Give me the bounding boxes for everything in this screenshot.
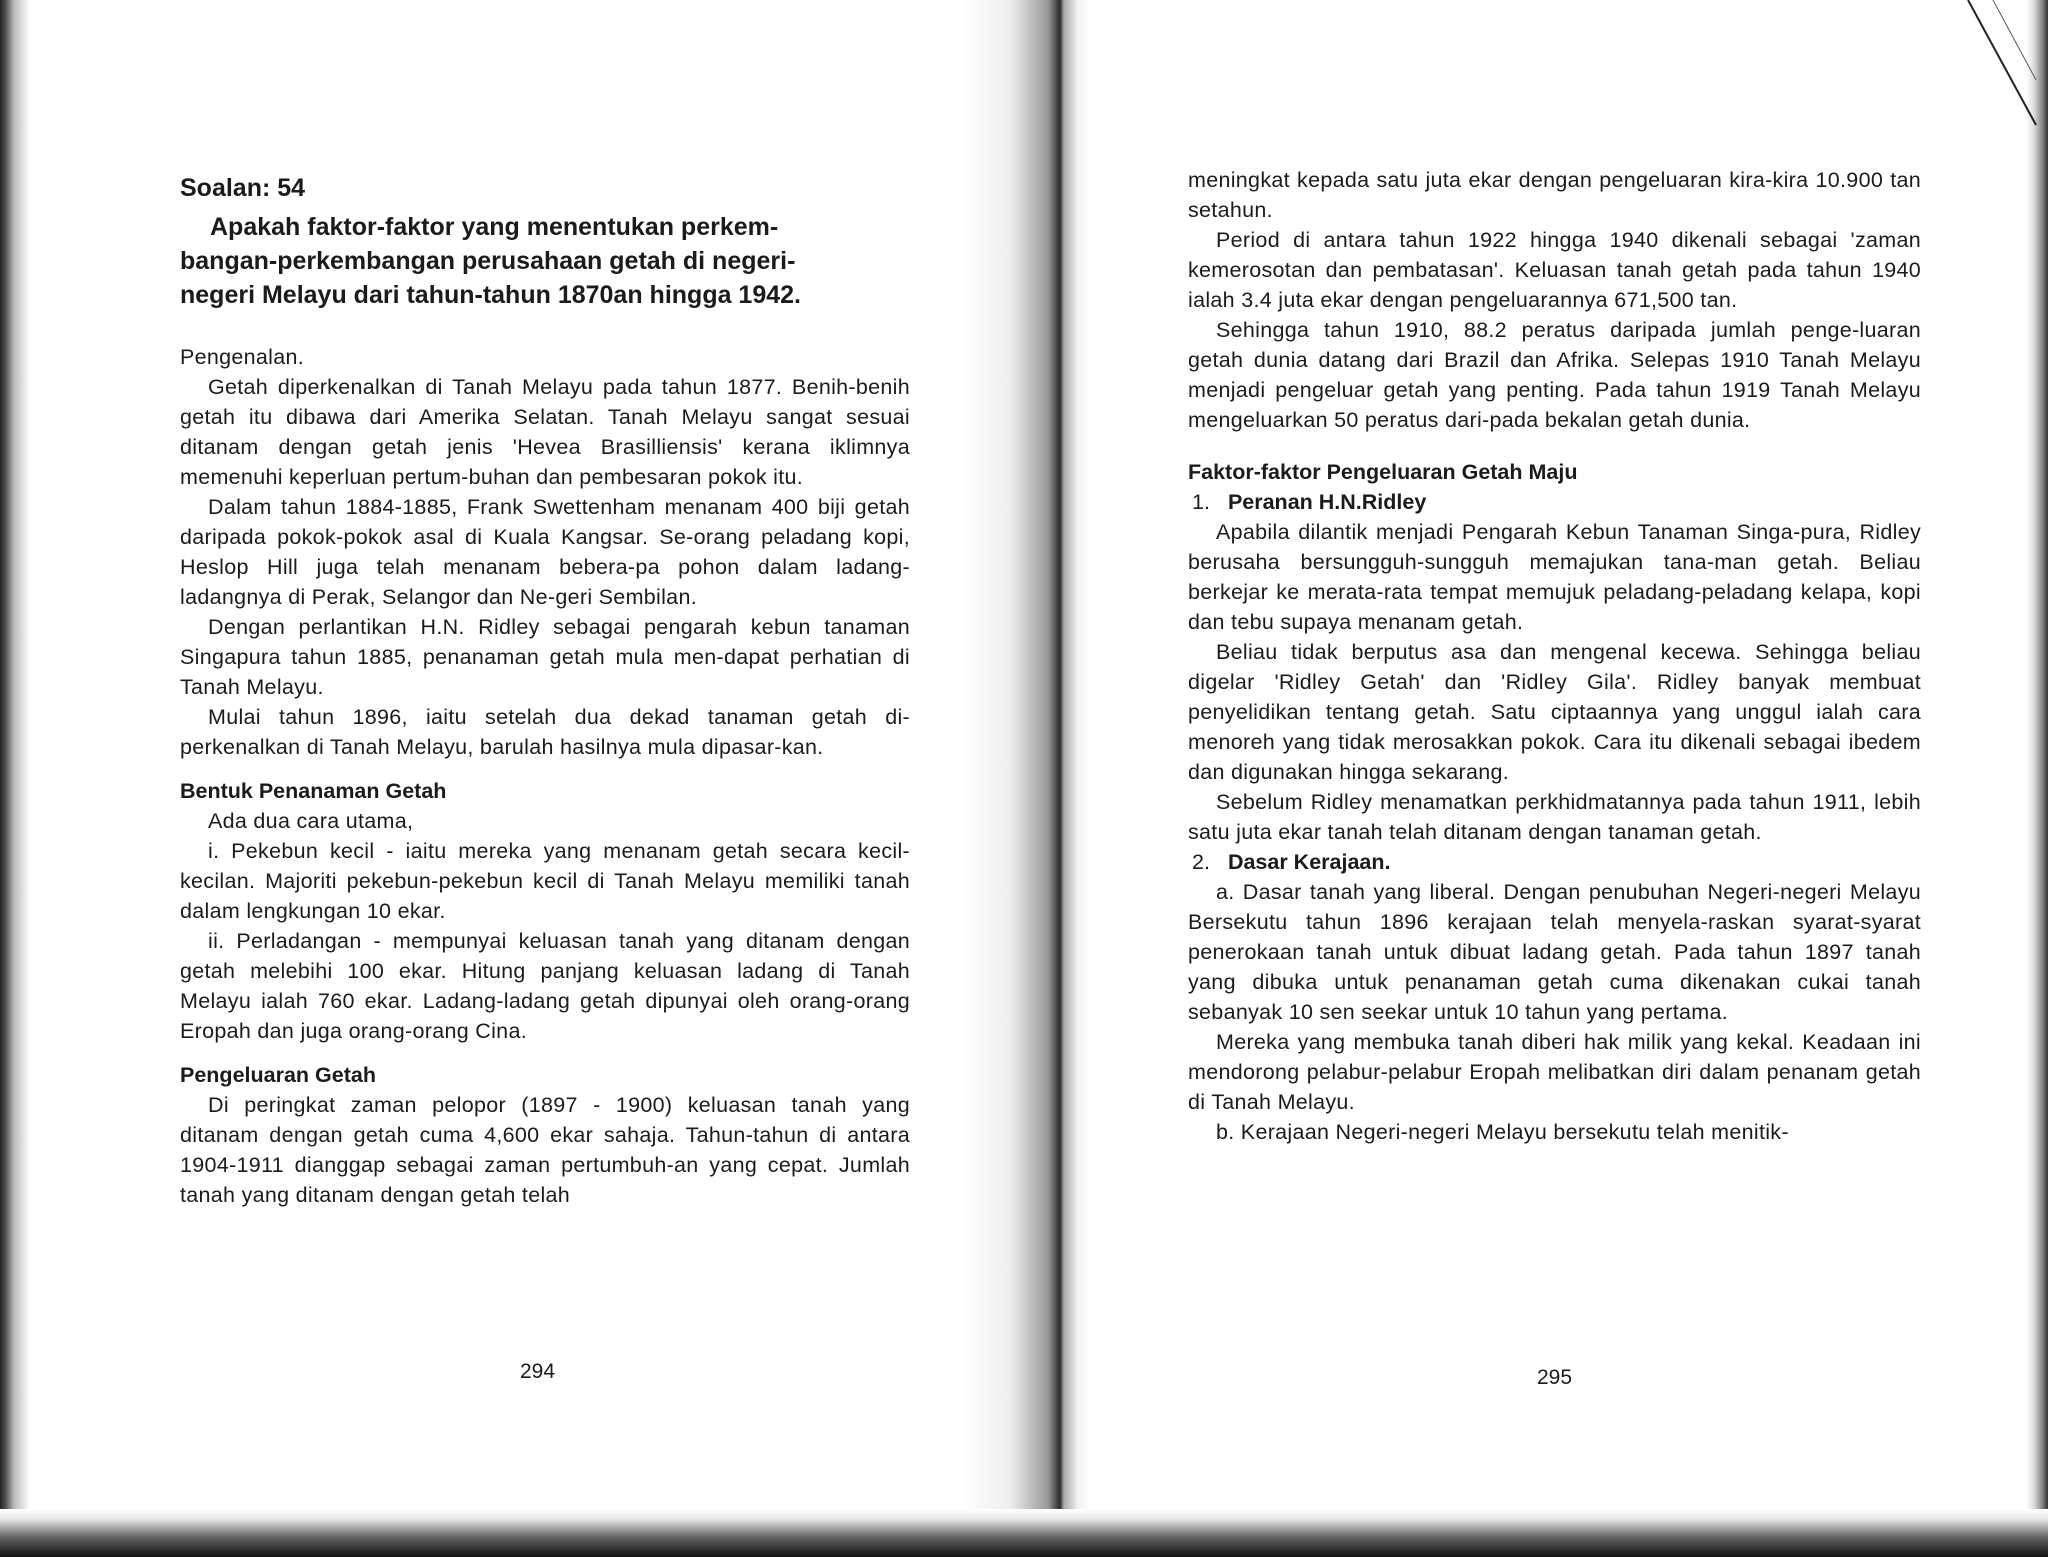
question-line: Apakah faktor-faktor yang menentukan perkem- bbox=[210, 213, 779, 241]
section-heading: Faktor-faktor Pengeluaran Getah Maju bbox=[1188, 460, 1578, 484]
paragraph: Dengan perlantikan H.N. Ridley sebagai pengarah kebun tanaman Singapura tahun 1885, penanaman getah mula men-dapat perhatian di Tanah Melayu. bbox=[180, 615, 910, 699]
list-item: ii. Perladangan - mempunyai keluasan tanah yang ditanam dengan getah melebihi 100 ekar. Hitung panjang keluasan ladang di Tanah Melayu ialah 760 ekar. Ladang-ladang getah dipunyai oleh orang-orang Eropah dan juga orang-orang Cina. bbox=[180, 929, 910, 1043]
paragraph: a. Dasar tanah yang liberal. Dengan penubuhan Negeri-negeri Melayu Bersekutu tahun 1896 kerajaan telah menyela-raskan syarat-syarat penerokaan tanah untuk dibuat ladang getah. Pada tahun 1897 tanah yang dibuka untuk penanaman getah cuma dikenakan cukai tanah sebanyak 10 sen seekar untuk 10 tahun yang pertama. bbox=[1188, 880, 1921, 1024]
left-page bbox=[180, 170, 910, 1210]
intro-heading: Pengenalan. bbox=[180, 345, 305, 369]
section-heading: Pengeluaran Getah bbox=[180, 1063, 376, 1087]
list-item: i. Pekebun kecil - iaitu mereka yang menanam getah secara kecil-kecilan. Majoriti pekebun-pekebun kecil di Tanah Melayu memiliki tanah dalam lengkungan 10 ekar. bbox=[180, 839, 910, 923]
page-number: 294 bbox=[520, 1360, 556, 1383]
paragraph: Beliau tidak berputus asa dan mengenal kecewa. Sehingga beliau digelar 'Ridley Getah' dan 'Ridley Gila'. Ridley banyak membuat penyelidikan tentang getah. Satu ciptaannya yang unggul ialah cara menoreh yang tidak merosakkan pokok. Cara itu dikenali sebagai ibedem dan digunakan hingga sekarang. bbox=[1188, 640, 1921, 784]
paragraph: Mulai tahun 1896, iaitu setelah dua dekad tanaman getah di-perkenalkan di Tanah Melayu, barulah hasilnya mula dipasar-kan. bbox=[180, 705, 910, 759]
question-line: bangan-perkembangan perusahaan getah di negeri- bbox=[180, 247, 796, 275]
paragraph: Ada dua cara utama, bbox=[208, 809, 414, 833]
page-number: 295 bbox=[1537, 1366, 1573, 1389]
paragraph: b. Kerajaan Negeri-negeri Melayu bersekutu telah menitik- bbox=[1216, 1120, 1789, 1144]
right-page bbox=[1188, 165, 1921, 1147]
subsection-heading bbox=[1188, 487, 1921, 517]
paragraph: Period di antara tahun 1922 hingga 1940 dikenali sebagai 'zaman kemerosotan dan pembatasan'. Keluasan tanah getah pada tahun 1940 ialah 3.4 juta ekar dengan pengeluarannya 671,500 tan. bbox=[1188, 228, 1921, 312]
paragraph: Apabila dilantik menjadi Pengarah Kebun Tanaman Singa-pura, Ridley berusaha bersungguh-sungguh memajukan tana-man getah. Beliau berkejar ke merata-rata tempat memujuk peladang-peladang kelapa, kopi dan tebu supaya menanam getah. bbox=[1188, 520, 1921, 634]
paragraph: Getah diperkenalkan di Tanah Melayu pada tahun 1877. Benih-benih getah itu dibawa dari Amerika Selatan. Tanah Melayu sangat sesuai ditanam dengan getah jenis 'Hevea Brasilliensis' kerana iklimnya memenuhi keperluan pertum-buhan dan pembesaran pokok itu. bbox=[180, 375, 910, 489]
section-heading: Bentuk Penanaman Getah bbox=[180, 779, 447, 803]
paragraph: Sehingga tahun 1910, 88.2 peratus daripada jumlah penge-luaran getah dunia datang dari Brazil dan Afrika. Selepas 1910 Tanah Melayu menjadi pengeluar getah yang penting. Pada tahun 1919 Tanah Melayu mengeluarkan 50 peratus dari-pada bekalan getah dunia. bbox=[1188, 318, 1921, 432]
book-gutter bbox=[960, 0, 1090, 1557]
question-number: Soalan: 54 bbox=[180, 174, 306, 202]
paragraph: Mereka yang membuka tanah diberi hak milik yang kekal. Keadaan ini mendorong pelabur-pelabur Eropah melibatkan diri dalam penanam getah di Tanah Melayu. bbox=[1188, 1030, 1921, 1114]
paragraph: meningkat kepada satu juta ekar dengan pengeluaran kira-kira 10.900 tan setahun. bbox=[1188, 168, 1921, 222]
scan-shadow-right bbox=[2026, 0, 2048, 1557]
paragraph: Sebelum Ridley menamatkan perkhidmatannya pada tahun 1911, lebih satu juta ekar tanah telah ditanam dengan tanaman getah. bbox=[1188, 790, 1921, 844]
paragraph: Di peringkat zaman pelopor (1897 - 1900) keluasan tanah yang ditanam dengan getah cuma 4,600 ekar sahaja. Tahun-tahun di antara 1904-1911 dianggap sebagai zaman pertumbuh-an yang cepat. Jumlah tanah yang ditanam dengan getah telah bbox=[180, 1093, 910, 1207]
question-title bbox=[180, 210, 910, 312]
question-line: negeri Melayu dari tahun-tahun 1870an hingga 1942. bbox=[180, 281, 801, 309]
subsection-heading bbox=[1188, 847, 1921, 877]
paragraph: Dalam tahun 1884-1885, Frank Swettenham menanam 400 biji getah daripada pokok-pokok asal di Kuala Kangsar. Se-orang peladang kopi, Heslop Hill juga telah menanam bebera-pa pohon dalam ladang-ladangnya di Perak, Selangor dan Ne-geri Sembilan. bbox=[180, 495, 910, 609]
subsection-number: 1. bbox=[1192, 490, 1210, 514]
subsection-title: Peranan H.N.Ridley bbox=[1227, 490, 1427, 514]
scan-shadow-left bbox=[0, 0, 30, 1557]
scan-shadow-bottom bbox=[0, 1509, 2048, 1557]
subsection-number: 2. bbox=[1192, 850, 1210, 874]
subsection-title: Dasar Kerajaan. bbox=[1227, 850, 1391, 874]
page-corner-fold-mark bbox=[1948, 0, 2038, 130]
